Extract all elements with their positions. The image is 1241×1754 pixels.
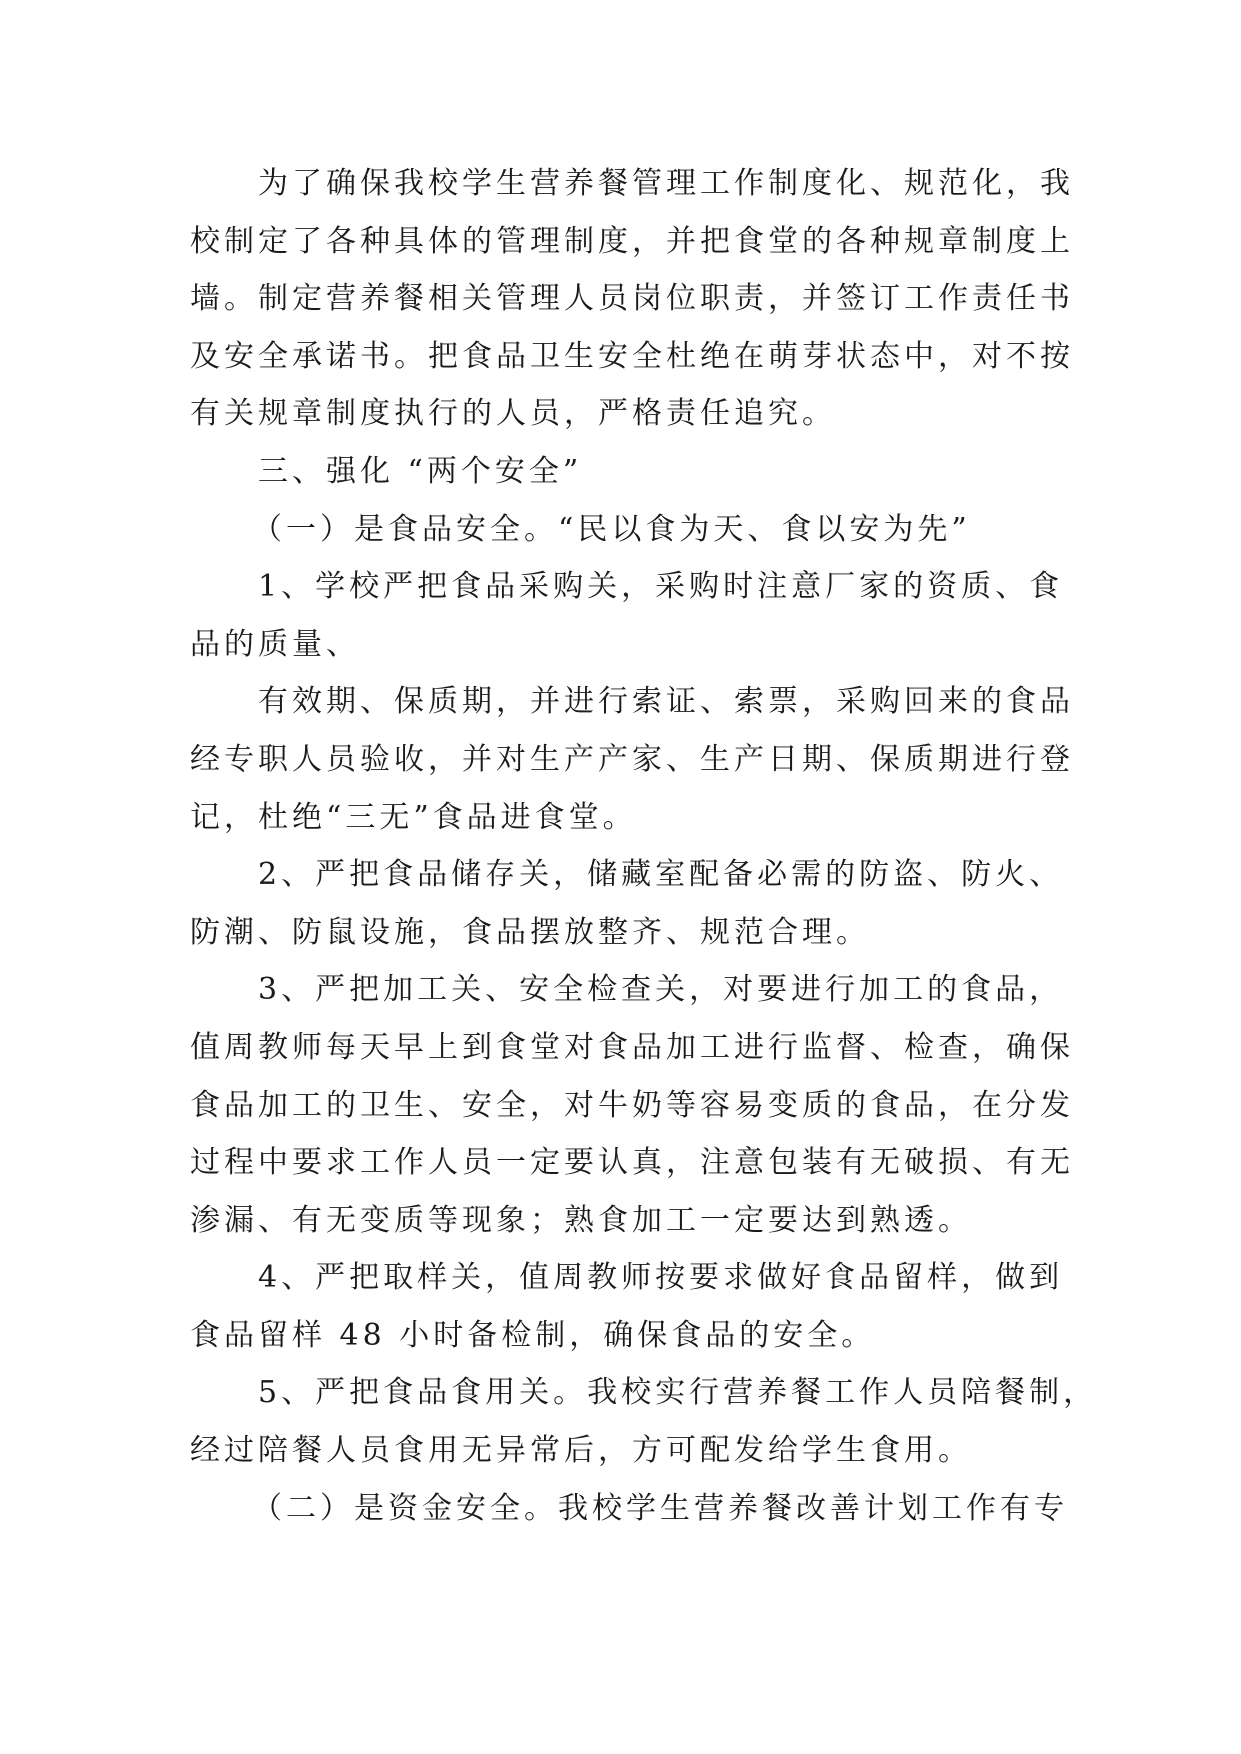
text-line: 食品加工的卫生、安全，对牛奶等容易变质的食品，在分发 [190,1087,1074,1123]
text-line: 4、严把取样关，值周教师按要求做好食品留样，做到 [258,1260,1064,1296]
subsection-heading: （一）是食品安全。“民以食为天、食以安为先” [252,511,971,547]
text-line: 1、学校严把食品采购关，采购时注意厂家的资质、食 [258,569,1064,605]
text-line: 值周教师每天早上到食堂对食品加工进行监督、检查，确保 [190,1029,1074,1065]
text-line: 品的质量、 [190,626,360,662]
text-line: 有关规章制度执行的人员，严格责任追究。 [190,396,836,432]
section-heading: 三、强化 “两个安全” [258,453,583,489]
text-line: 过程中要求工作人员一定要认真，注意包装有无破损、有无 [190,1145,1074,1181]
text-line: 2、严把食品储存关，储藏室配备必需的防盗、防火、 [258,857,1064,893]
text-line: 食品留样 48 小时备检制，确保食品的安全。 [190,1317,876,1353]
text-line: 防潮、防鼠设施，食品摆放整齐、规范合理。 [190,914,870,950]
text-line: 及安全承诺书。把食品卫生安全杜绝在萌芽状态中，对不按 [190,338,1074,374]
text-line: 经过陪餐人员食用无异常后，方可配发给学生食用。 [190,1433,972,1469]
text-line: 记，杜绝“三无”食品进食堂。 [190,799,637,835]
text-line: 经专职人员验收，并对生产产家、生产日期、保质期进行登 [190,741,1074,777]
subsection-heading: （二）是资金安全。我校学生营养餐改善计划工作有专 [252,1490,1068,1526]
text-line: 3、严把加工关、安全检查关，对要进行加工的食品， [258,972,1064,1008]
text-line: 墙。制定营养餐相关管理人员岗位职责，并签订工作责任书 [190,281,1074,317]
text-line: 渗漏、有无变质等现象；熟食加工一定要达到熟透。 [190,1202,972,1238]
text-line: 校制定了各种具体的管理制度，并把食堂的各种规章制度上 [190,223,1074,259]
text-line: 5、严把食品食用关。我校实行营养餐工作人员陪餐制， [258,1375,1098,1411]
text-line: 为了确保我校学生营养餐管理工作制度化、规范化，我 [258,166,1074,201]
text-line: 有效期、保质期，并进行索证、索票，采购回来的食品 [258,684,1074,720]
document-body [190,155,1098,1537]
